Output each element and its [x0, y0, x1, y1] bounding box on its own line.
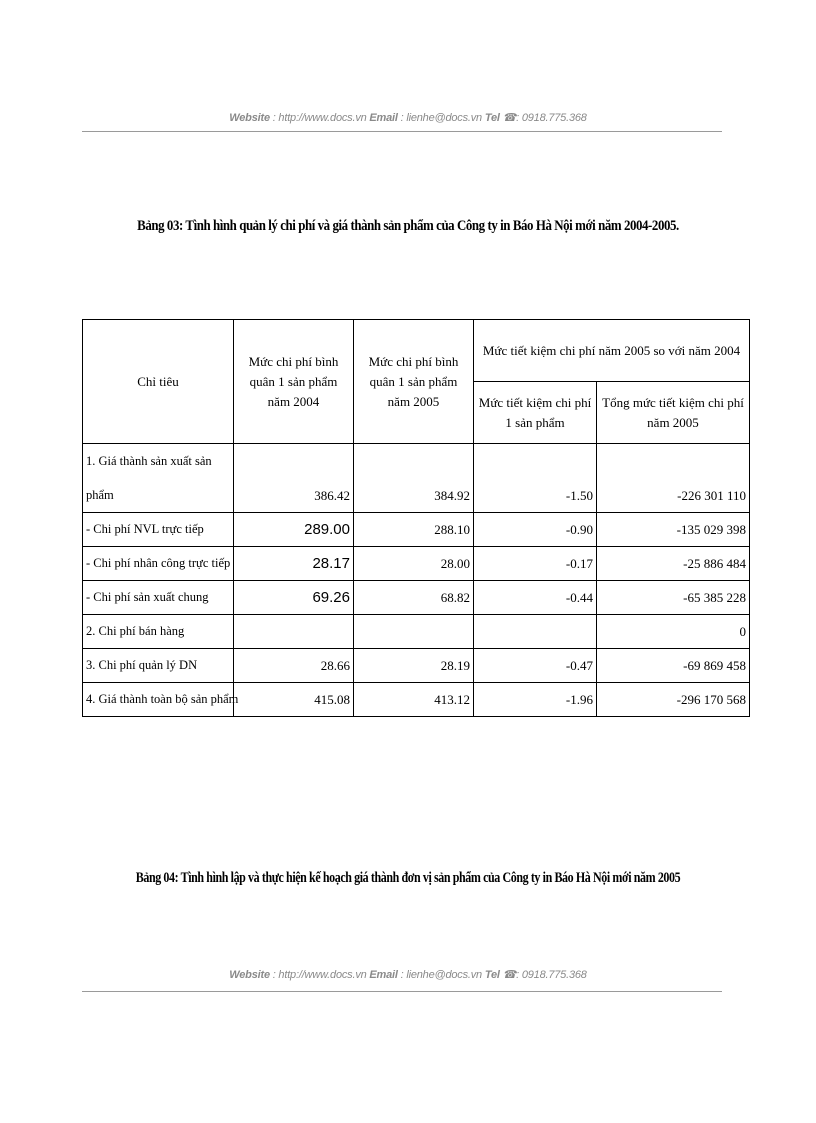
cell-2005: 68.82 [354, 581, 474, 615]
cell-2004: 415.08 [234, 683, 354, 717]
table-row [83, 444, 750, 513]
cell-2005: 28.19 [354, 649, 474, 683]
cell-saving-unit: -1.96 [474, 683, 597, 717]
cell-saving-total: -296 170 568 [597, 683, 750, 717]
table-row [83, 649, 750, 683]
website-value[interactable]: : http://www.docs.vn [272, 969, 367, 981]
cell-saving-unit: -0.90 [474, 513, 597, 547]
cell-saving-unit [474, 615, 597, 649]
cell-2004 [234, 615, 354, 649]
tel-label: Tel [484, 112, 500, 124]
cell-saving-total: -226 301 110 [597, 444, 750, 513]
footer-divider [82, 991, 722, 992]
cell-saving-total: -69 869 458 [597, 649, 750, 683]
cell-saving-unit: -0.44 [474, 581, 597, 615]
cell-2005: 288.10 [354, 513, 474, 547]
header-cost-2004: Mức chi phí bình quân 1 sản phẩm năm 2004 [234, 320, 354, 444]
phone-icon: ☎ [502, 969, 517, 981]
email-value[interactable]: : lienhe@docs.vn [400, 969, 482, 981]
row-label: - Chi phí NVL trực tiếp [83, 513, 234, 547]
row-label: 2. Chi phí bán hàng [83, 615, 234, 649]
cell-saving-unit: -0.47 [474, 649, 597, 683]
table04-caption: Bảng 04: Tình hình lập và thực hiện kế hoạch giá thành đơn vị sản phẩm của Công ty in Báo Hà Nội mới năm 2005 [135, 870, 681, 886]
header-cost-2005: Mức chi phí bình quân 1 sản phẩm năm 2005 [354, 320, 474, 444]
cell-saving-total: -25 886 484 [597, 547, 750, 581]
site-header-top [0, 111, 816, 124]
cell-2004: 28.17 [234, 547, 354, 581]
cell-saving-total: 0 [597, 615, 750, 649]
cell-2005 [354, 615, 474, 649]
cell-2004: 386.42 [234, 444, 354, 513]
row-label: - Chi phí sản xuất chung [83, 581, 234, 615]
row-label: - Chi phí nhân công trực tiếp [83, 547, 234, 581]
table-row [83, 513, 750, 547]
cell-2005: 28.00 [354, 547, 474, 581]
cell-saving-total: -135 029 398 [597, 513, 750, 547]
header-saving-total: Tổng mức tiết kiệm chi phí năm 2005 [597, 382, 750, 444]
website-label: Website [229, 969, 270, 981]
header-divider [82, 131, 722, 132]
header-chi-tieu: Chỉ tiêu [83, 320, 234, 444]
email-label: Email [369, 969, 398, 981]
table03-caption: Bảng 03: Tình hình quản lý chi phí và giá thành sản phẩm của Công ty in Báo Hà Nội mới năm 2004-2005. [137, 218, 679, 234]
header-saving-group: Mức tiết kiệm chi phí năm 2005 so với năm 2004 [474, 320, 750, 382]
email-value[interactable]: : lienhe@docs.vn [400, 112, 482, 124]
site-header-bottom [0, 968, 816, 981]
cell-2005: 413.12 [354, 683, 474, 717]
tel-value: : 0918.775.368 [516, 969, 587, 981]
website-label: Website [229, 112, 270, 124]
cell-saving-unit: -1.50 [474, 444, 597, 513]
cell-saving-unit: -0.17 [474, 547, 597, 581]
table-row [83, 581, 750, 615]
website-value[interactable]: : http://www.docs.vn [272, 112, 367, 124]
email-label: Email [369, 112, 398, 124]
cell-2004: 69.26 [234, 581, 354, 615]
cell-2004: 28.66 [234, 649, 354, 683]
table-row [83, 547, 750, 581]
table03 [82, 319, 750, 717]
tel-value: : 0918.775.368 [516, 112, 587, 124]
phone-icon: ☎ [502, 112, 517, 124]
table-row [83, 683, 750, 717]
row-label: 4. Giá thành toàn bộ sản phẩm [83, 683, 234, 717]
cell-2005: 384.92 [354, 444, 474, 513]
row-label: 3. Chi phí quản lý DN [83, 649, 234, 683]
table-row [83, 615, 750, 649]
row-label: 1. Giá thành sản xuất sản phẩm [83, 444, 234, 513]
cell-saving-total: -65 385 228 [597, 581, 750, 615]
tel-label: Tel [484, 969, 500, 981]
header-saving-unit: Mức tiết kiệm chi phí 1 sản phẩm [474, 382, 597, 444]
cell-2004: 289.00 [234, 513, 354, 547]
